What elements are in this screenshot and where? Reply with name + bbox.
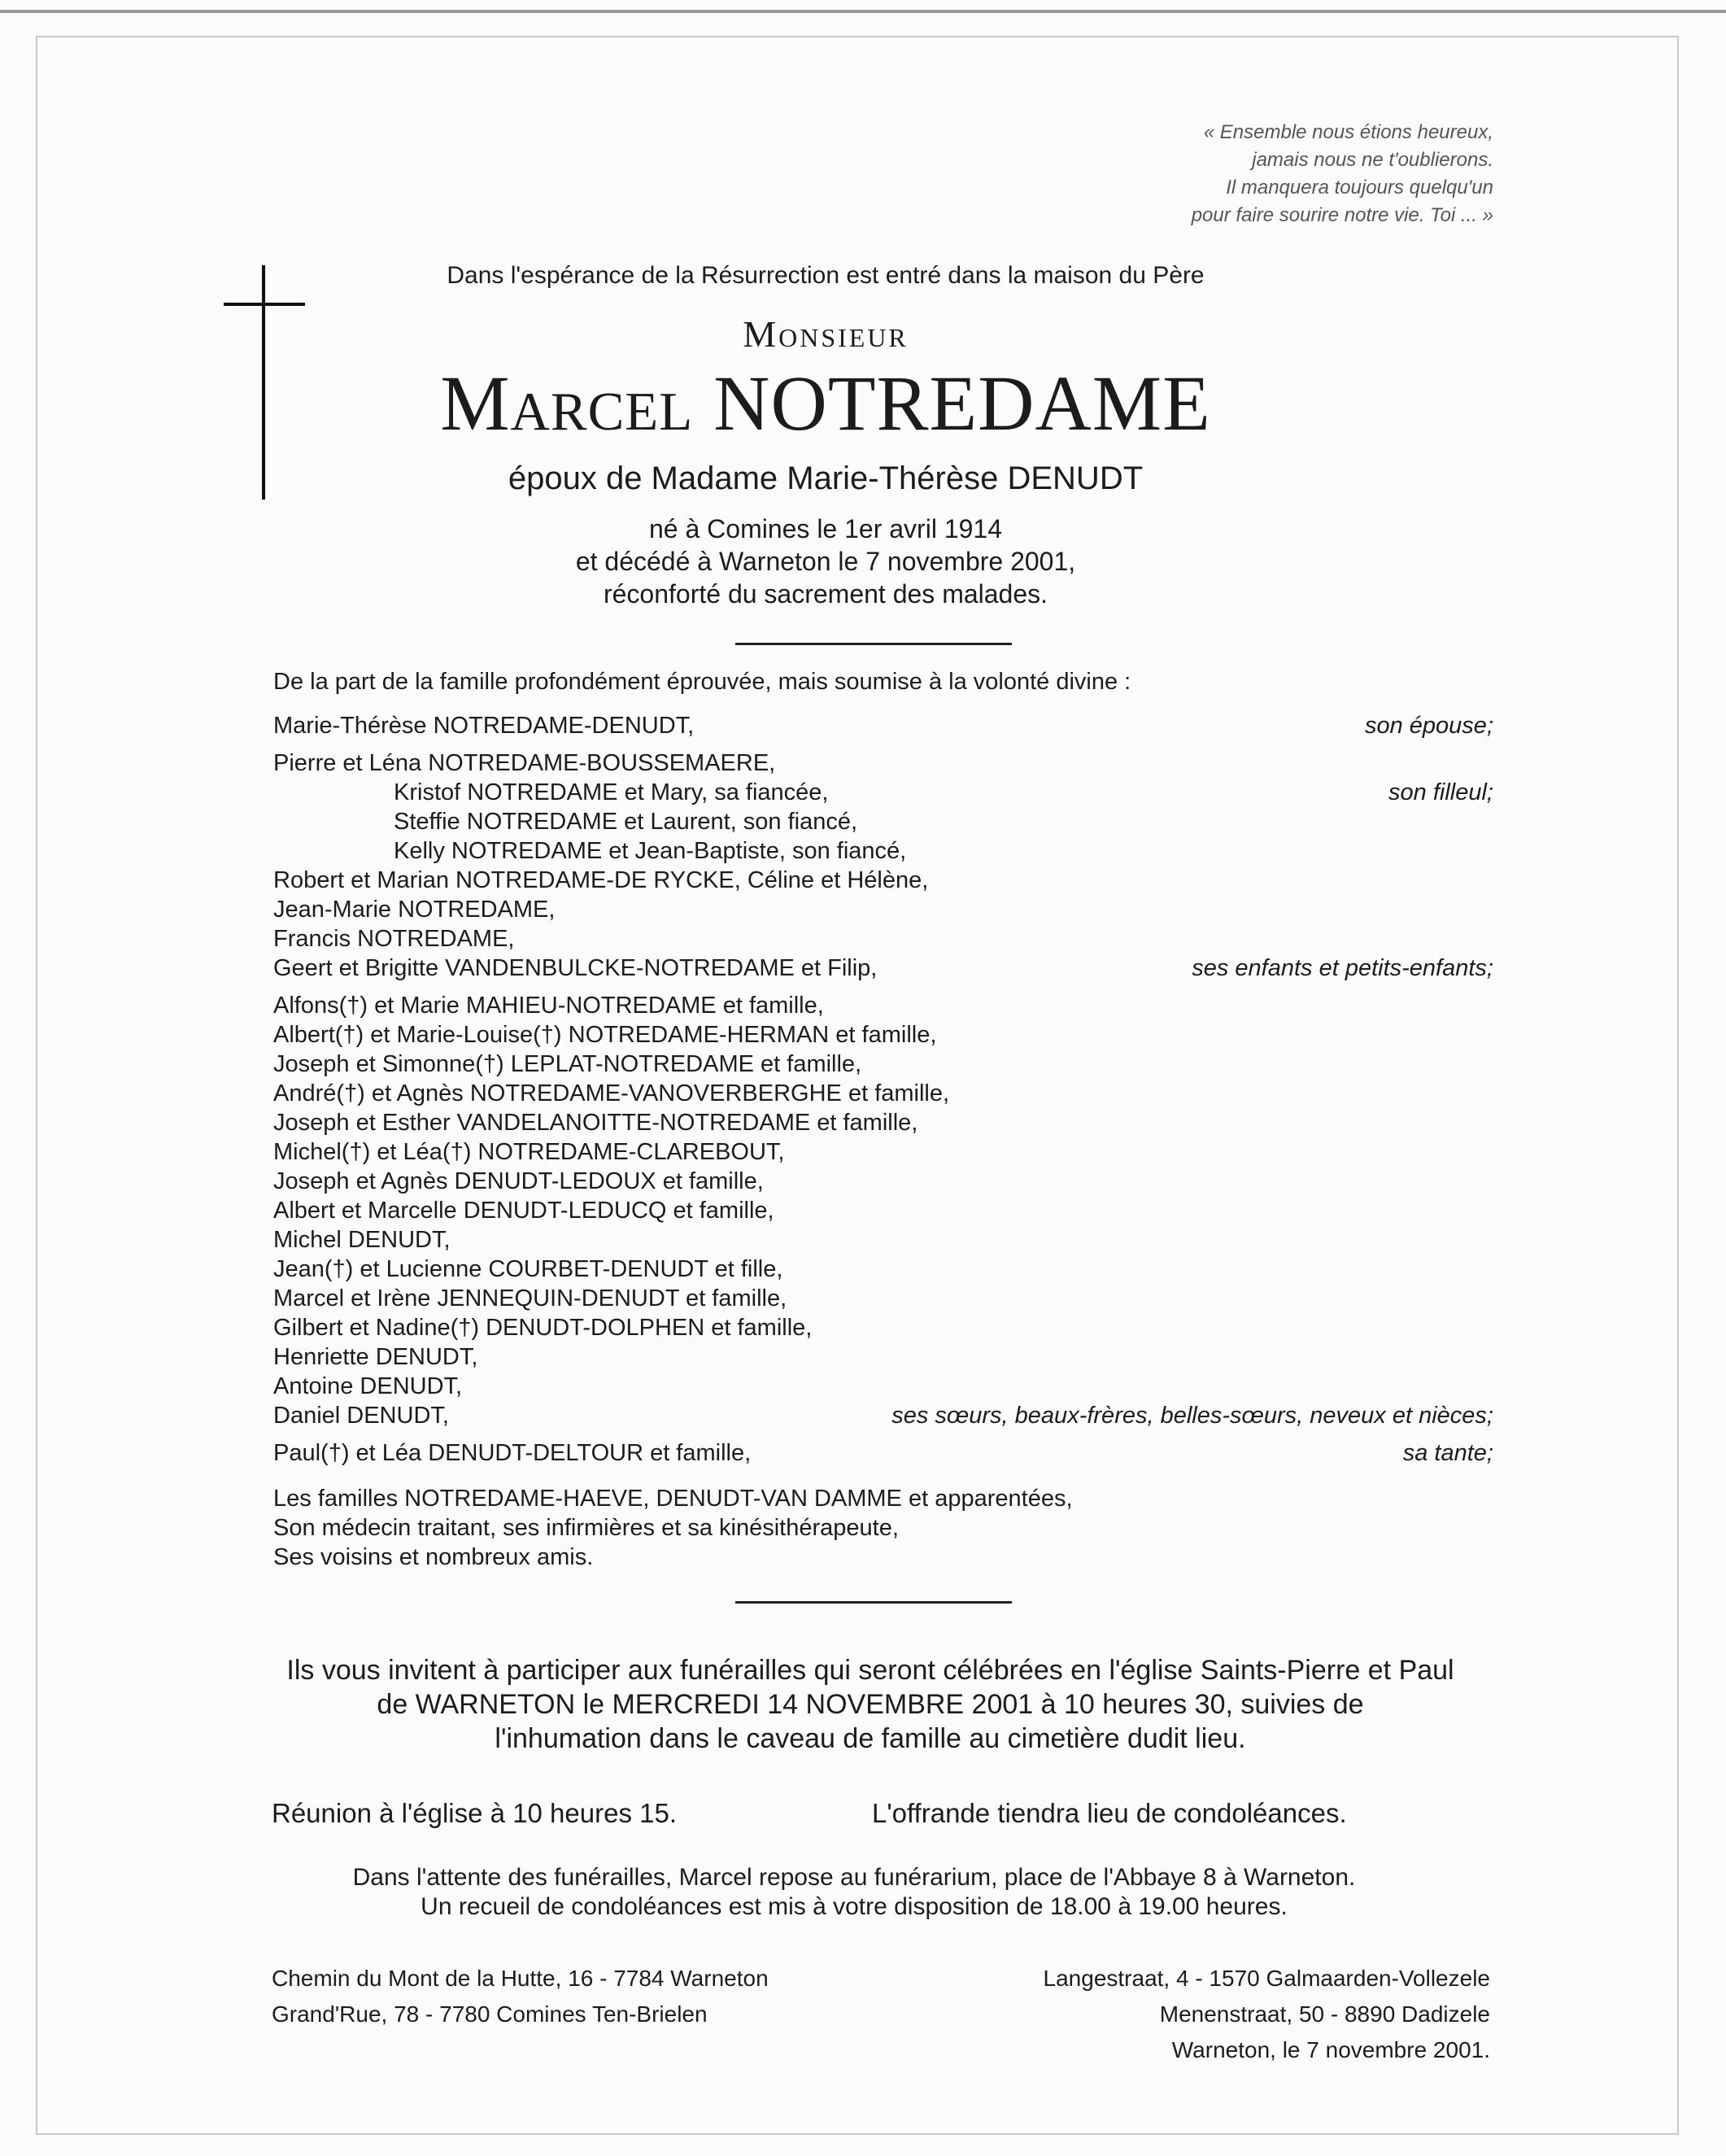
- address-line: Menenstraat, 50 - 8890 Dadizele: [1159, 2001, 1490, 2027]
- offering-text: L'offrande tiendra lieu de condoléances.: [872, 1798, 1347, 1828]
- family-member-name: Robert et Marian NOTREDAME-DE RYCKE, Céline et Hélène,: [273, 867, 929, 893]
- family-row: [273, 866, 1493, 895]
- family-row: [273, 1196, 1493, 1225]
- death-line: et décédé à Warneton le 7 novembre 2001,: [575, 547, 1076, 576]
- family-row: [273, 1372, 1493, 1401]
- family-row: [273, 1020, 1493, 1050]
- dates-block: [268, 513, 1383, 610]
- address-line: Chemin du Mont de la Hutte, 16 - 7784 Warneton: [272, 1966, 769, 1991]
- family-row: [273, 711, 1493, 740]
- family-row: [273, 778, 1493, 807]
- family-row: [273, 1342, 1493, 1372]
- family-row: [273, 1543, 1493, 1572]
- family-row: [273, 1313, 1493, 1342]
- family-member-name: Kristof NOTREDAME et Mary, sa fiancée,: [394, 779, 829, 805]
- address-line: Grand'Rue, 78 - 7780 Comines Ten-Brielen: [272, 2001, 708, 2027]
- family-list: [273, 667, 1493, 1572]
- family-member-name: Daniel DENUDT,: [273, 1403, 449, 1429]
- family-row: [273, 1255, 1493, 1284]
- family-member-name: Marie-Thérèse NOTREDAME-DENUDT,: [273, 713, 695, 739]
- family-member-name: Alfons(†) et Marie MAHIEU-NOTREDAME et famille,: [273, 993, 824, 1019]
- family-member-name: Steffie NOTREDAME et Laurent, son fiancé,: [394, 809, 858, 835]
- family-row: [273, 924, 1493, 954]
- family-row: [273, 991, 1493, 1020]
- family-member-name: Geert et Brigitte VANDENBULCKE-NOTREDAME et Filip,: [273, 955, 878, 981]
- family-member-name: Michel(†) et Léa(†) NOTREDAME-CLAREBOUT,: [273, 1139, 785, 1165]
- birth-line: né à Comines le 1er avril 1914: [648, 514, 1002, 543]
- quote-line: Il manquera toujours quelqu'un: [1226, 177, 1493, 199]
- address-line: Langestraat, 4 - 1570 Galmaarden-Vollezele: [1043, 1966, 1490, 1991]
- family-member-name: Albert et Marcelle DENUDT-LEDUCQ et famille,: [273, 1198, 774, 1224]
- family-member-name: Joseph et Esther VANDELANOITTE-NOTREDAME et famille,: [273, 1110, 918, 1136]
- family-intro: De la part de la famille profondément éprouvée, mais soumise à la volonté divine :: [273, 669, 1131, 695]
- family-member-name: Ses voisins et nombreux amis.: [273, 1544, 594, 1570]
- family-row: [273, 1401, 1493, 1430]
- family-row: [273, 836, 1493, 866]
- family-member-name: Marcel et Irène JENNEQUIN-DENUDT et famille,: [273, 1285, 787, 1311]
- family-member-name: Kelly NOTREDAME et Jean-Baptiste, son fiancé,: [394, 838, 907, 864]
- family-member-name: Francis NOTREDAME,: [273, 926, 515, 952]
- family-member-name: Paul(†) et Léa DENUDT-DELTOUR et famille,: [273, 1440, 752, 1466]
- title-monsieur: Monsieur: [743, 313, 909, 355]
- wake-info: [244, 1863, 1464, 1922]
- family-member-name: Jean-Marie NOTREDAME,: [273, 897, 556, 923]
- family-row: [273, 954, 1493, 983]
- family-member-name: Jean(†) et Lucienne COURBET-DENUDT et fille,: [273, 1256, 783, 1282]
- family-row: [273, 1167, 1493, 1196]
- family-member-name: Antoine DENUDT,: [273, 1373, 463, 1399]
- family-member-name: Joseph et Simonne(†) LEPLAT-NOTREDAME et famille,: [273, 1051, 862, 1077]
- addresses-left: [272, 1961, 769, 2032]
- funeral-invitation: [244, 1653, 1497, 1756]
- invite-line: de WARNETON le MERCREDI 14 NOVEMBRE 2001 à 10 heures 30, suivies de: [377, 1689, 1364, 1720]
- family-row: [273, 895, 1493, 924]
- family-relation: son épouse;: [1364, 713, 1493, 739]
- family-member-name: Pierre et Léna NOTREDAME-BOUSSEMAERE,: [273, 750, 776, 776]
- quote-line: pour faire sourire notre vie. Toi ... »: [1191, 204, 1493, 226]
- family-member-name: Gilbert et Nadine(†) DENUDT-DOLPHEN et famille,: [273, 1315, 813, 1341]
- family-row: [273, 1438, 1493, 1468]
- wake-line: Un recueil de condoléances est mis à votre disposition de 18.00 à 19.00 heures.: [421, 1893, 1288, 1920]
- place-date-line: Warneton, le 7 novembre 2001.: [1171, 2037, 1490, 2062]
- family-member-name: Joseph et Agnès DENUDT-LEDOUX et famille,: [273, 1168, 764, 1194]
- family-row: [273, 1050, 1493, 1079]
- family-relation: son filleul;: [1388, 779, 1493, 805]
- family-row: [273, 748, 1493, 778]
- invite-line: l'inhumation dans le caveau de famille au cimetière dudit lieu.: [495, 1723, 1246, 1754]
- wake-line: Dans l'attente des funérailles, Marcel repose au funérarium, place de l'Abbaye 8 à Warneton.: [352, 1864, 1356, 1891]
- quote-line: jamais nous ne t'oublierons.: [1252, 149, 1493, 171]
- family-member-name: Albert(†) et Marie-Louise(†) NOTREDAME-HERMAN et famille,: [273, 1022, 937, 1048]
- family-row: [273, 1284, 1493, 1313]
- invite-line: Ils vous invitent à participer aux funérailles qui seront célébrées en l'église Saints-Pierre et Paul: [286, 1655, 1454, 1686]
- family-relation: ses sœurs, beaux-frères, belles-sœurs, neveux et nièces;: [891, 1403, 1493, 1429]
- addresses-right: [1044, 1961, 1490, 2068]
- quote-line: « Ensemble nous étions heureux,: [1203, 121, 1493, 143]
- family-row: [273, 1079, 1493, 1108]
- family-row: [273, 1108, 1493, 1137]
- deceased-name: Marcel NOTREDAME: [440, 360, 1211, 447]
- intro-text: Dans l'espérance de la Résurrection est entré dans la maison du Père: [447, 262, 1205, 289]
- scan-top-line: [0, 10, 1726, 13]
- family-member-name: Michel DENUDT,: [273, 1227, 451, 1253]
- family-row: [273, 1137, 1493, 1167]
- family-row: [273, 1225, 1493, 1255]
- family-member-name: Les familles NOTREDAME-HAEVE, DENUDT-VAN DAMME et apparentées,: [273, 1486, 1073, 1512]
- spouse-line: époux de Madame Marie-Thérèse DENUDT: [508, 460, 1144, 496]
- family-member-name: Son médecin traitant, ses infirmières et sa kinésithérapeute,: [273, 1515, 899, 1541]
- family-row: [273, 1484, 1493, 1513]
- family-row: [273, 807, 1493, 836]
- family-member-name: André(†) et Agnès NOTREDAME-VANOVERBERGHE et famille,: [273, 1080, 950, 1106]
- family-relation: ses enfants et petits-enfants;: [1192, 955, 1493, 981]
- divider: [735, 643, 1012, 645]
- divider: [735, 1601, 1012, 1604]
- family-relation: sa tante;: [1402, 1440, 1493, 1466]
- family-member-name: Henriette DENUDT,: [273, 1344, 478, 1370]
- epigraph-quote: [1122, 119, 1493, 229]
- sacrament-line: réconforté du sacrement des malades.: [603, 579, 1048, 609]
- reunion-text: Réunion à l'église à 10 heures 15.: [272, 1798, 677, 1828]
- family-row: [273, 1513, 1493, 1543]
